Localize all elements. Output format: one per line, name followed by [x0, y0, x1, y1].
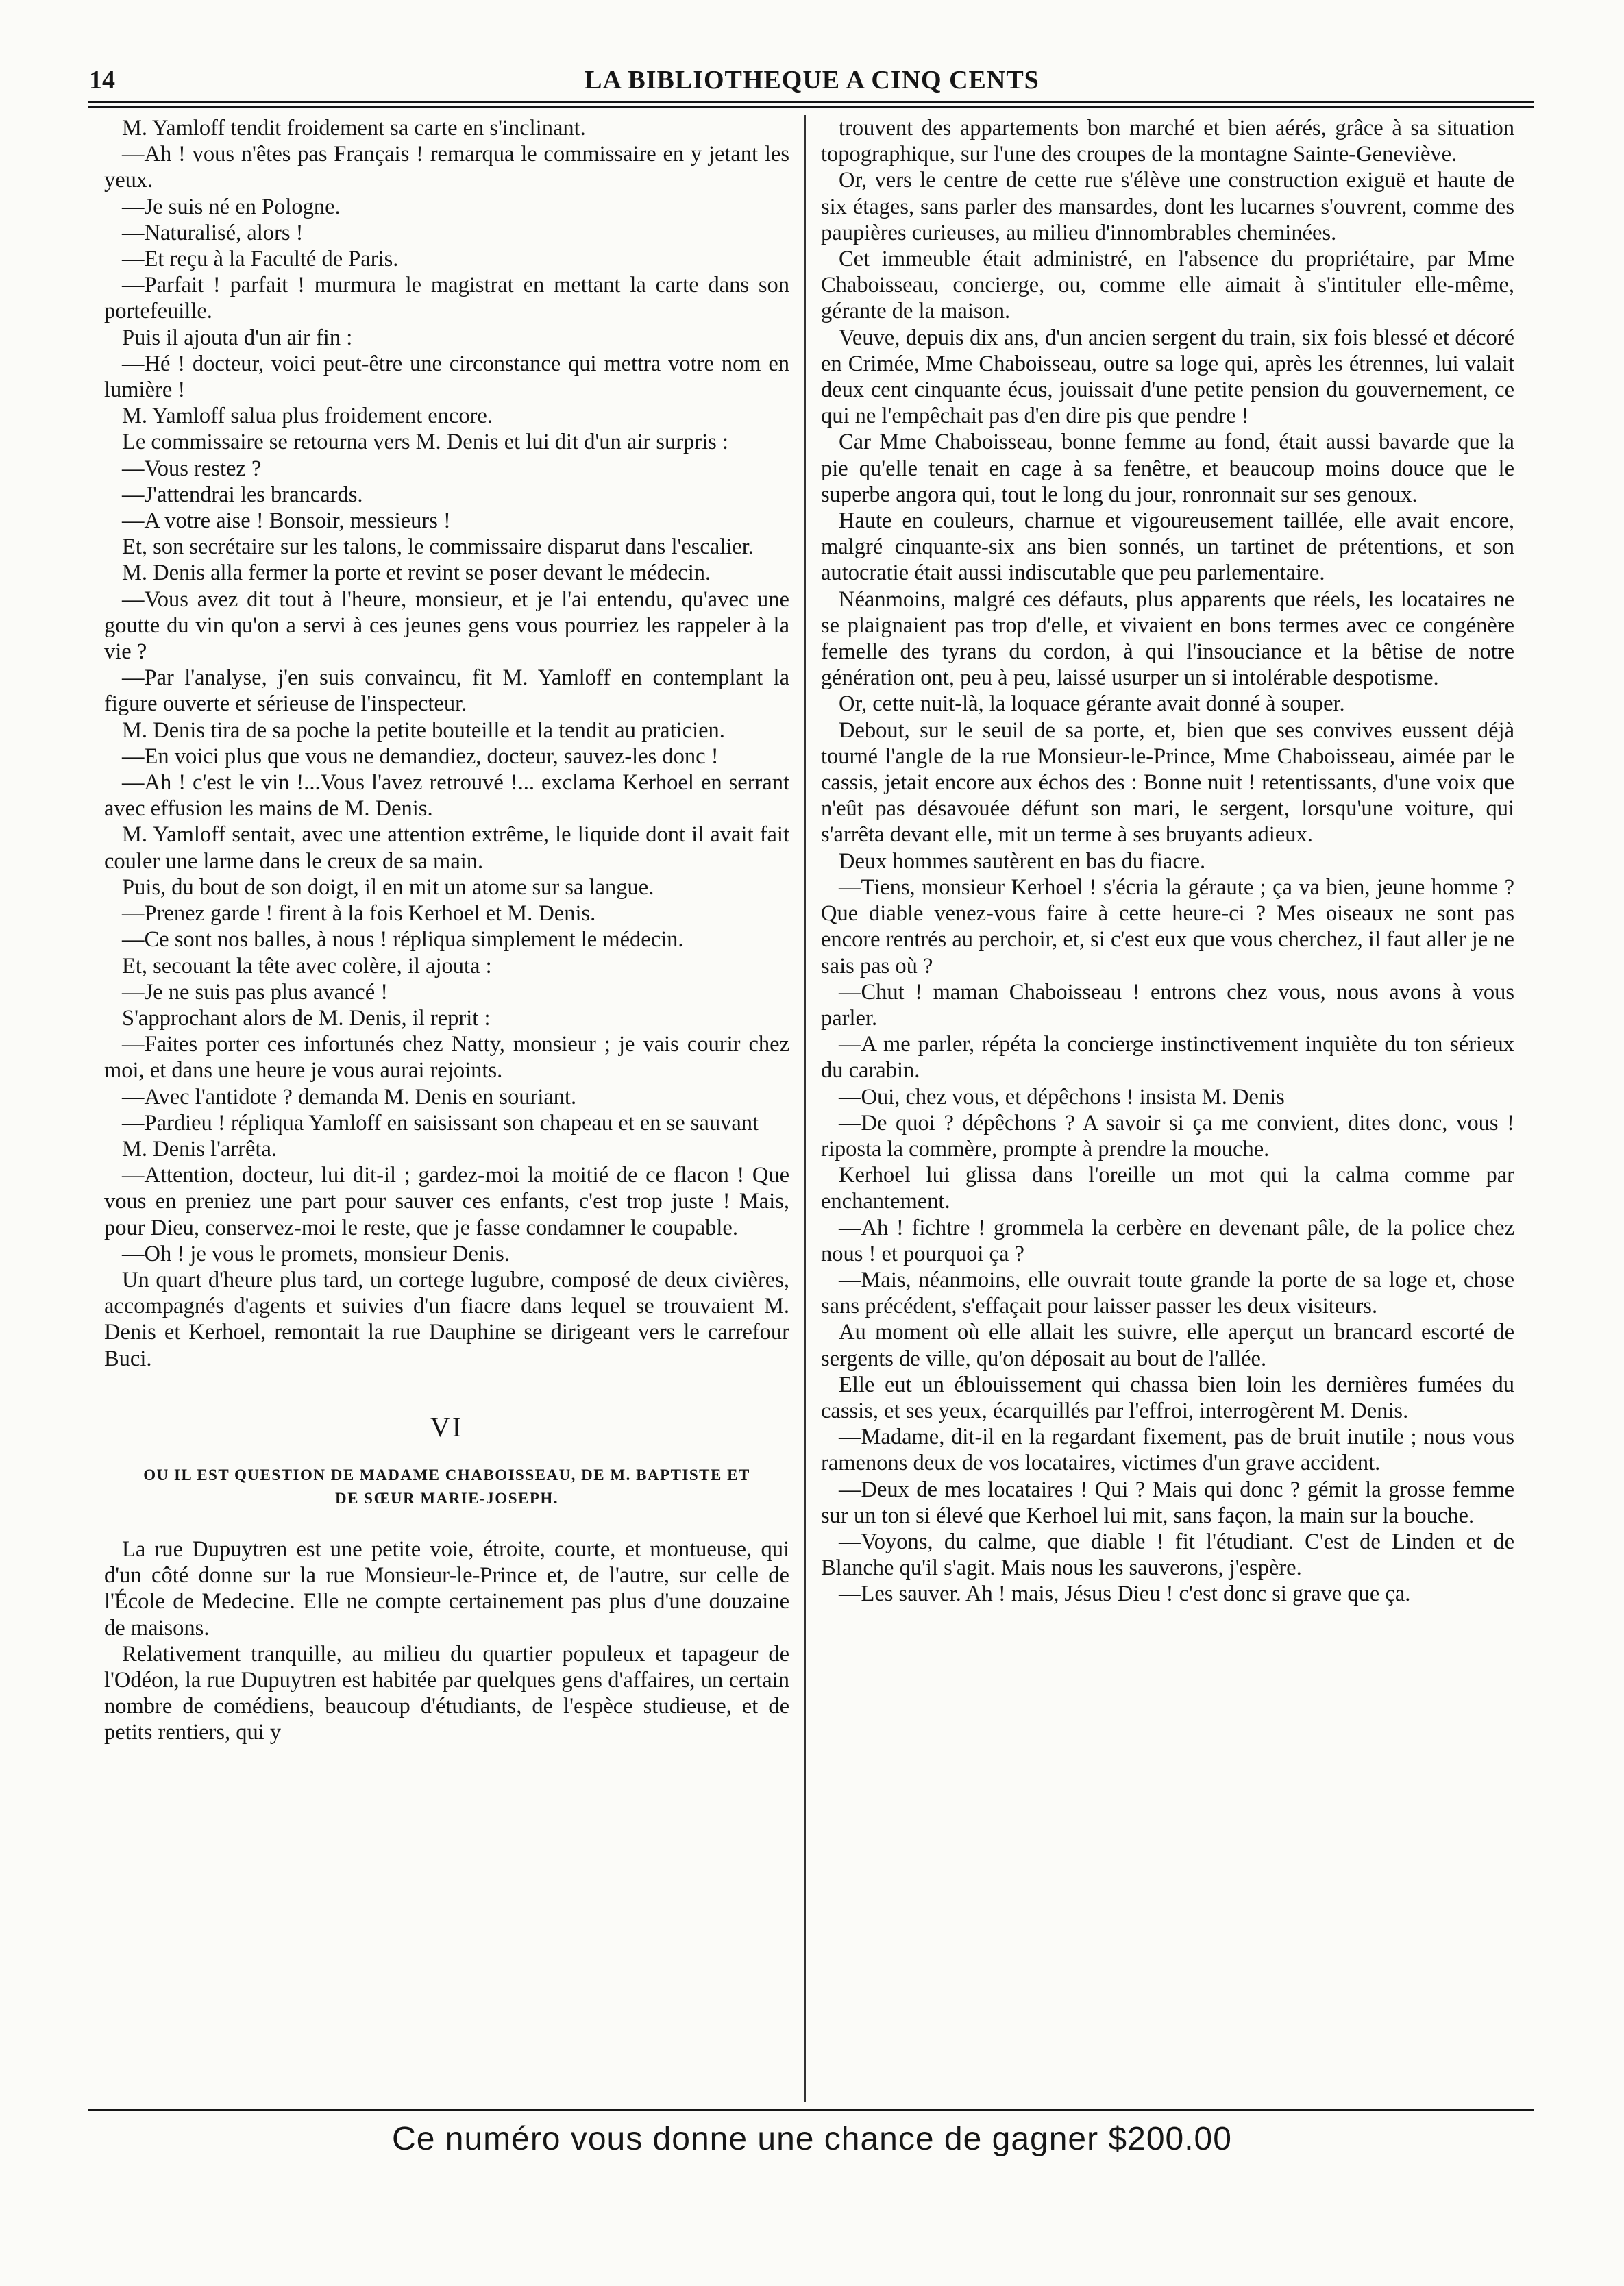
paragraph: —Faites porter ces infortunés chez Natty, monsieur ; je vais courir chez moi, et dans une heure je vous aurai rejoints. [104, 1032, 789, 1083]
paragraph: Puis il ajouta d'un air fin : [122, 325, 353, 350]
left-column [104, 115, 789, 2106]
paragraph: —Tiens, monsieur Kerhoel ! s'écria la géraute ; ça va bien, jeune homme ? Que diable venez-vous faire à cette heure-ci ? Mes oiseaux ne sont pas encore rentrés au perchoir, et, si c'est eux que vous cherchez, il faut aller je ne sais pas où ? [821, 874, 1514, 979]
page-number: 14 [89, 66, 115, 95]
right-paragraphs [821, 115, 1514, 1608]
paragraph: —Mais, néanmoins, elle ouvrait toute grande la porte de sa loge et, chose sans précédent, s'effaçait pour laisser passer les deux visiteurs. [821, 1267, 1514, 1319]
paragraph: S'approchant alors de M. Denis, il reprit : [122, 1005, 491, 1031]
paragraph: M. Denis alla fermer la porte et revint se poser devant le médecin. [122, 561, 711, 586]
paragraph: —Ah ! vous n'êtes pas Français ! remarqua le commissaire en y jetant les yeux. [104, 142, 789, 193]
paragraph: La rue Dupuytren est une petite voie, étroite, courte, et montueuse, qui d'un côté donne sur la rue Monsieur-le-Prince et, de l'autre, sur celle de l'École de Medecine. Elle ne compte certainement pas plus d'une douzaine de maisons. [104, 1536, 789, 1640]
paragraph: —En voici plus que vous ne demandiez, docteur, sauvez-les donc ! [122, 743, 719, 769]
paragraph: —A me parler, répéta la concierge instinctivement inquiète du ton sérieux du carabin. [821, 1032, 1514, 1083]
paragraph: Or, cette nuit-là, la loquace gérante avait donné à souper. [839, 691, 1345, 717]
paragraph: —Chut ! maman Chaboisseau ! entrons chez vous, nous avons à vous parler. [821, 979, 1514, 1031]
paragraph: Et, son secrétaire sur les talons, le commissaire disparut dans l'escalier. [122, 534, 754, 560]
paragraph: —Par l'analyse, j'en suis convaincu, fit M. Yamloff en contemplant la figure ouverte et sérieuse de l'inspecteur. [104, 665, 789, 717]
paragraph: —Parfait ! parfait ! murmura le magistrat en mettant la carte dans son portefeuille. [104, 273, 789, 324]
paragraph: Néanmoins, malgré ces défauts, plus apparents que réels, les locataires ne se plaignaient pas trop d'elle, et vivaient en bons termes avec ce congénère femelle des tyrans du cordon, à qui l'insouciance et la bêtise de notre génération ont, peu à peu, laissé usurper un si intolérable despotisme. [821, 587, 1514, 691]
footer-notice: Ce numéro vous donne une chance de gagner $200.00 [392, 2121, 1232, 2157]
paragraph: M. Denis l'arrêta. [122, 1136, 278, 1162]
chapter-number: VI [430, 1411, 464, 1442]
paragraph: —Pardieu ! répliqua Yamloff en saisissant son chapeau et en se sauvant [122, 1110, 759, 1135]
paragraph: —Oh ! je vous le promets, monsieur Denis. [122, 1241, 510, 1266]
paragraph: —Deux de mes locataires ! Qui ? Mais qui donc ? gémit la grosse femme sur un ton si élevé que Kerhoel lui mit, sans façon, la main sur la bouche. [821, 1477, 1514, 1528]
paragraph: —Oui, chez vous, et dépêchons ! insista M. Denis [839, 1084, 1285, 1109]
paragraph: —Madame, dit-il en la regardant fixement, pas de bruit inutile ; nous vous ramenons deux de vos locataires, victimes d'un grave accident. [821, 1425, 1514, 1476]
paragraph: —A votre aise ! Bonsoir, messieurs ! [122, 508, 451, 534]
paragraph: Veuve, depuis dix ans, d'un ancien sergent du train, six fois blessé et décoré en Crimée, Mme Chaboisseau, outre sa loge qui, après les étrennes, lui valait deux cent cinquante écus, jouissait d'une petite pension du gouvernement, ce qui ne l'empêchait pas d'en dire pis que pendre ! [821, 325, 1514, 429]
paragraph: M. Yamloff sentait, avec une attention extrême, le liquide dont il avait fait couler une larme dans le creux de sa main. [104, 822, 789, 874]
paragraph: Puis, du bout de son doigt, il en mit un atome sur sa langue. [122, 874, 654, 900]
paragraph: —Vous restez ? [122, 456, 262, 481]
paragraph: —Ah ! fichtre ! grommela la cerbère en devenant pâle, de la police chez nous ! et pourquoi ça ? [821, 1215, 1514, 1266]
paragraph: Car Mme Chaboisseau, bonne femme au fond, était aussi bavarde que la pie qu'elle tenait en cage à sa fenêtre, et beaucoup moins douce que le superbe angora qui, tout le long du jour, ronronnait sur ses genoux. [821, 430, 1514, 507]
paragraph: —Voyons, du calme, que diable ! fit l'étudiant. C'est de Linden et de Blanche qu'il s'agit. Mais nous les sauverons, j'espère. [821, 1529, 1514, 1581]
paragraph: —Je ne suis pas plus avancé ! [122, 979, 389, 1005]
paragraph: —J'attendrai les brancards. [122, 482, 363, 507]
paragraph: Haute en couleurs, charnue et vigoureusement taillée, elle avait encore, malgré cinquante-six ans bien sonnés, un tartinet de prétentions, et son autocratie était aussi indiscutable que peu parlementaire. [821, 508, 1514, 586]
paragraph: Au moment où elle allait les suivre, elle aperçut un brancard escorté de sergents de ville, qu'on déposait au bout de l'allée. [821, 1320, 1514, 1371]
paragraph: trouvent des appartements bon marché et bien aérés, grâce à sa situation topographique, sur l'une des croupes de la montagne Sainte-Geneviève. [821, 116, 1514, 167]
paragraph: Cet immeuble était administré, en l'absence du propriétaire, par Mme Chaboisseau, concierge, ou, comme elle aimait à s'intituler elle-même, gérante de la maison. [821, 247, 1514, 324]
paragraph: —Attention, docteur, lui dit-il ; gardez-moi la moitié de ce flacon ! Que vous en preniez une part pour sauver ces enfants, c'est trop juste ! Mais, pour Dieu, conservez-moi le reste, que je fasse condamner le coupable. [104, 1163, 789, 1240]
paragraph: —Avec l'antidote ? demanda M. Denis en souriant. [122, 1084, 577, 1109]
paragraph: —Ah ! c'est le vin !...Vous l'avez retrouvé !... exclama Kerhoel en serrant avec effusion les mains de M. Denis. [104, 770, 789, 822]
paragraph: M. Yamloff tendit froidement sa carte en s'inclinant. [122, 116, 586, 140]
paragraph: Deux hommes sautèrent en bas du fiacre. [839, 848, 1206, 874]
paragraph: —Naturalisé, alors ! [122, 220, 304, 245]
column-divider [804, 115, 806, 2102]
paragraph: —Vous avez dit tout à l'heure, monsieur, et je l'ai entendu, qu'avec une goutte du vin qu'on a servi à ces jeunes gens vous pourriez les rappeler à la vie ? [104, 587, 789, 665]
left-paragraphs-after [104, 1536, 789, 1746]
paragraph: —De quoi ? dépêchons ? A savoir si ça me convient, dites donc, vous ! riposta la commère, prompte à prendre la mouche. [821, 1110, 1514, 1162]
paragraph: Relativement tranquille, au milieu du quartier populeux et tapageur de l'Odéon, la rue Dupuytren est habitée par quelques gens d'affaires, un certain nombre de comédiens, beaucoup d'étudiants, de l'espèce studieuse, et de petits rentiers, qui y [104, 1641, 789, 1745]
footer-rule [88, 2109, 1534, 2111]
chapter-title: OU IL EST QUESTION DE MADAME CHABOISSEAU, DE M. BAPTISTE ET DE SŒUR MARIE-JOSEPH. [143, 1466, 750, 1507]
paragraph: —Hé ! docteur, voici peut-être une circonstance qui mettra votre nom en lumière ! [104, 351, 789, 403]
paragraph: —Les sauver. Ah ! mais, Jésus Dieu ! c'est donc si grave que ça. [839, 1582, 1411, 1607]
paragraph: Elle eut un éblouissement qui chassa bien loin les dernières fumées du cassis, et ses yeux, écarquillés par l'effroi, interrogèrent M. Denis. [821, 1372, 1514, 1423]
right-column [821, 115, 1514, 2106]
paragraph: Debout, sur le seuil de sa porte, et, bien que ses convives eussent déjà tourné l'angle de la rue Monsieur-le-Prince, Mme Chaboisseau, aimée par le cassis, jetait encore aux échos des : Bonne nuit ! retentissants, d'une voix que n'eût pas désavouée défunt son mari, le sergent, lorsqu'une voiture, qui s'arrêta devant elle, mit un terme à ses bruyants adieux. [821, 717, 1514, 848]
paragraph: —Je suis né en Pologne. [122, 194, 341, 219]
paragraph: —Et reçu à la Faculté de Paris. [122, 247, 399, 272]
paragraph: Kerhoel lui glissa dans l'oreille un mot qui la calma comme par enchantement. [821, 1163, 1514, 1214]
paragraph: —Prenez garde ! firent à la fois Kerhoel et M. Denis. [122, 901, 596, 926]
header-rule-secondary [88, 106, 1534, 108]
paragraph: Or, vers le centre de cette rue s'élève une construction exiguë et haute de six étages, sans parler des mansardes, dont les lucarnes s'ouvrent, comme des paupières curieuses, au milieu d'innombrables cheminées. [821, 168, 1514, 245]
paragraph: Et, secouant la tête avec colère, il ajouta : [122, 953, 492, 979]
header-rule [88, 101, 1534, 103]
paragraph: M. Denis tira de sa poche la petite bouteille et la tendit au praticien. [122, 717, 725, 743]
paragraph: M. Yamloff salua plus froidement encore. [122, 404, 493, 429]
paragraph: Un quart d'heure plus tard, un cortege lugubre, composé de deux civières, accompagnés d'agents et suivies d'un fiacre dans lequel se trouvaient M. Denis et Kerhoel, remontait la rue Dauphine se dirigeant vers le carrefour Buci. [104, 1267, 789, 1371]
running-title: LA BIBLIOTHEQUE A CINQ CENTS [585, 66, 1039, 95]
paragraph: —Ce sont nos balles, à nous ! répliqua simplement le médecin. [122, 927, 684, 952]
left-paragraphs-before [104, 115, 789, 1372]
paragraph: Le commissaire se retourna vers M. Denis et lui dit d'un air surpris : [122, 430, 728, 455]
